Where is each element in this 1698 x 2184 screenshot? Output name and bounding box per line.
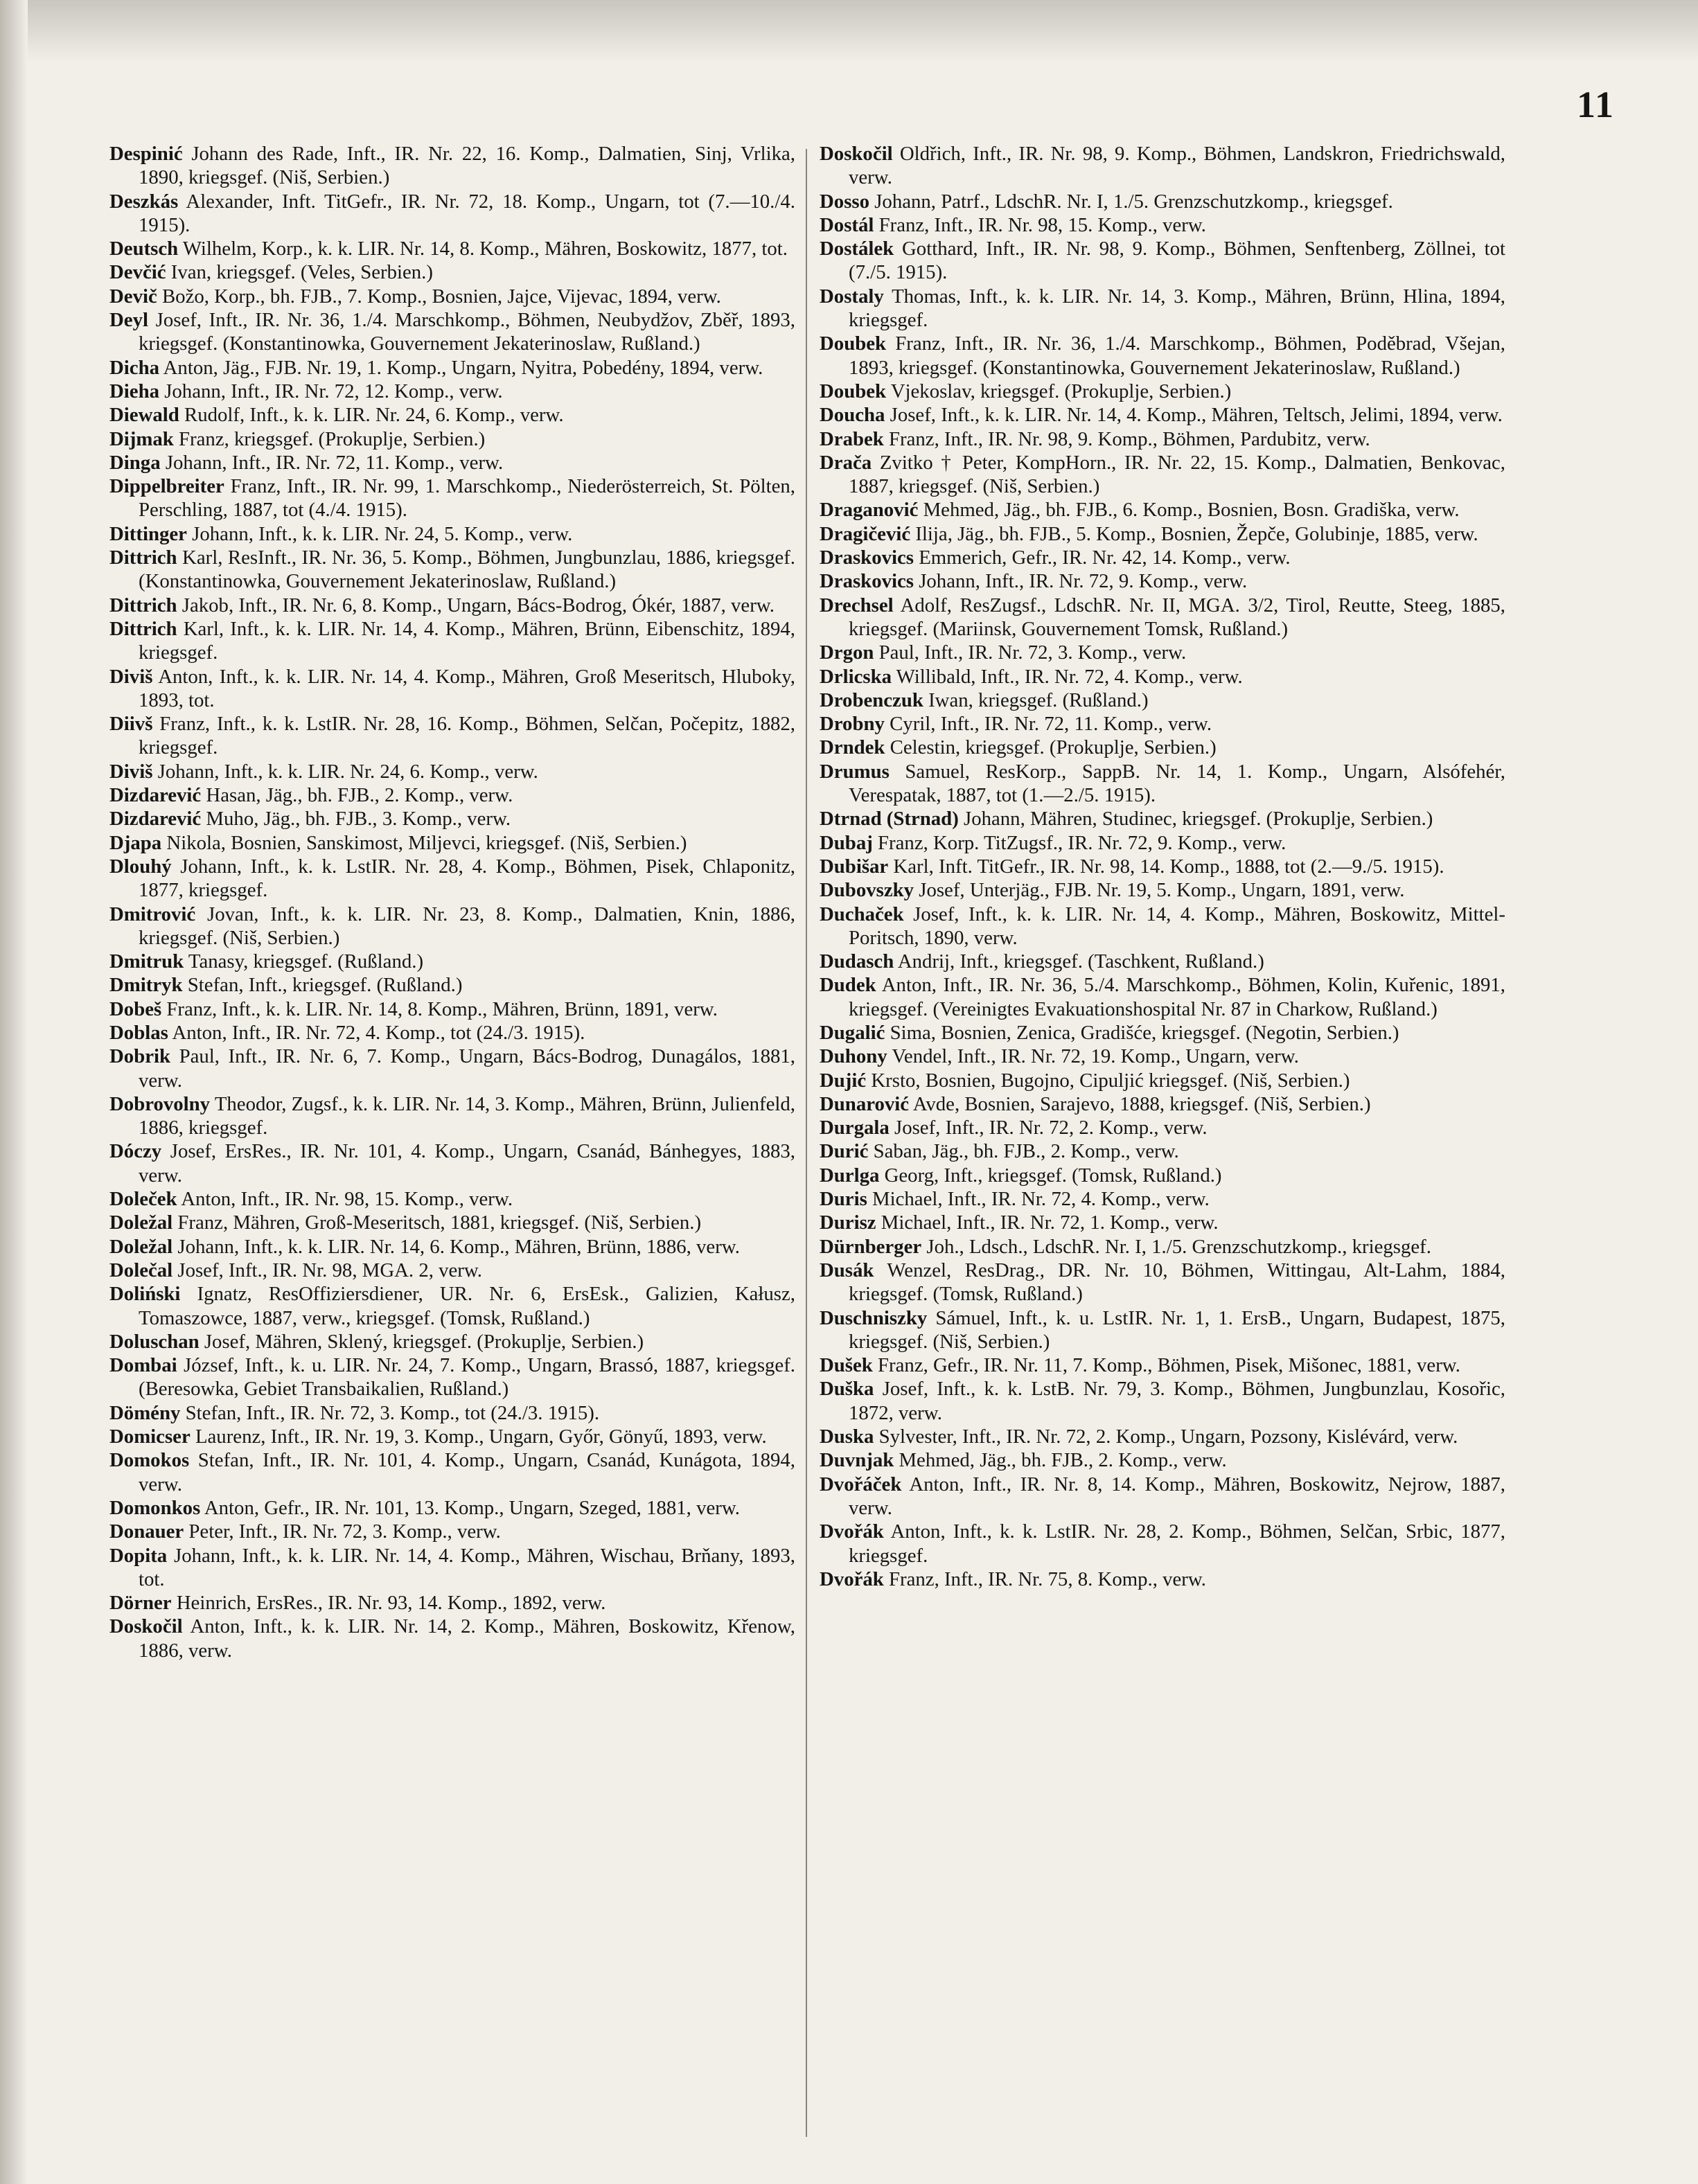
entry-details: Mehmed, Jäg., bh. FJB., 6. Komp., Bosnien, Bosn. Gradiška, verw. xyxy=(923,499,1460,522)
entry-surname: Doskočil xyxy=(820,143,893,165)
entry-details: Paul, Inft., IR. Nr. 72, 3. Komp., verw. xyxy=(878,641,1187,664)
column-divider xyxy=(806,149,807,2137)
entry-surname: Dittinger xyxy=(109,522,187,545)
entry-details: Josef, Inft., IR. Nr. 36, 1./4. Marschkomp., Böhmen, Neubydžov, Zběř, 1893, kriegsgef. (Konstantinowka, Gouvernement Jekaterinoslaw, Rußland.) xyxy=(139,309,796,355)
entry-details: Tanasy, kriegsgef. (Rußland.) xyxy=(188,950,424,973)
entry-details: Josef, Inft., IR. Nr. 98, MGA. 2, verw. xyxy=(177,1259,483,1281)
entry-surname: Dubovszky xyxy=(820,879,914,902)
entry-surname: Drndek xyxy=(820,736,885,759)
entry-details: Georg, Inft., kriegsgef. (Tomsk, Rußland.) xyxy=(884,1164,1222,1187)
list-item xyxy=(820,190,1505,213)
list-item xyxy=(820,1116,1505,1139)
list-item xyxy=(820,1473,1505,1520)
entry-surname: Dvořáček xyxy=(820,1473,902,1495)
list-item xyxy=(109,1496,795,1520)
list-item xyxy=(820,1259,1505,1306)
list-item xyxy=(820,1568,1505,1591)
entry-details: Anton, Gefr., IR. Nr. 101, 13. Komp., Ungarn, Szeged, 1881, verw. xyxy=(204,1496,740,1519)
entry-surname: Drabek xyxy=(820,427,884,450)
entry-details: Franz, Inft., k. k. LIR. Nr. 14, 8. Komp., Mähren, Brünn, 1891, verw. xyxy=(166,997,718,1020)
entry-details: Peter, Inft., IR. Nr. 72, 3. Komp., verw. xyxy=(188,1520,501,1543)
entry-details: Muho, Jäg., bh. FJB., 3. Komp., verw. xyxy=(206,808,511,831)
list-item xyxy=(820,237,1505,285)
entry-details: Michael, Inft., IR. Nr. 72, 4. Komp., verw. xyxy=(872,1188,1210,1211)
entry-surname: Drumus xyxy=(820,760,890,783)
list-item xyxy=(109,997,795,1021)
entry-surname: Drača xyxy=(820,451,872,474)
entry-details: Stefan, Inft., IR. Nr. 101, 4. Komp., Ungarn, Csanád, Kunágota, 1894, verw. xyxy=(139,1449,796,1495)
entry-details: Vjekoslav, kriegsgef. (Prokuplje, Serbien.) xyxy=(890,380,1232,402)
entry-details: Josef, Inft., IR. Nr. 72, 2. Komp., verw. xyxy=(894,1117,1208,1139)
list-item xyxy=(109,451,795,474)
entry-surname: Doskočil xyxy=(109,1615,183,1638)
entry-surname: Drechsel xyxy=(820,594,894,616)
list-item xyxy=(109,1211,795,1234)
scan-shadow-top xyxy=(0,0,1698,62)
list-item xyxy=(820,1187,1505,1211)
entry-surname: Djapa xyxy=(109,831,162,854)
entry-details: Oldřich, Inft., IR. Nr. 98, 9. Komp., Böhmen, Landskron, Friedrichswald, verw. xyxy=(849,143,1505,189)
list-item xyxy=(820,1235,1505,1259)
list-item xyxy=(820,878,1505,902)
entry-surname: Drlicska xyxy=(820,665,892,688)
entry-surname: Dragičević xyxy=(820,522,911,545)
list-item xyxy=(820,903,1505,950)
entry-details: Sylvester, Inft., IR. Nr. 72, 2. Komp., Ungarn, Pozsony, Kislévárd, verw. xyxy=(878,1426,1458,1448)
list-item xyxy=(820,1448,1505,1472)
entry-details: Anton, Inft., k. k. LIR. Nr. 14, 2. Komp., Mähren, Boskowitz, Křenow, 1886, verw. xyxy=(139,1615,795,1662)
entry-surname: Doleček xyxy=(109,1188,177,1211)
entry-details: Anton, Inft., IR. Nr. 72, 4. Komp., tot (24./3. 1915). xyxy=(172,1021,585,1044)
entry-surname: Dvořák xyxy=(820,1568,884,1590)
list-item xyxy=(109,308,795,356)
entry-details: Josef, ErsRes., IR. Nr. 101, 4. Komp., Ungarn, Csanád, Bánhegyes, 1883, verw. xyxy=(139,1140,796,1187)
list-item xyxy=(109,1092,795,1140)
entry-details: Stefan, Inft., IR. Nr. 72, 3. Komp., tot (24./3. 1915). xyxy=(185,1401,600,1424)
list-item xyxy=(820,142,1505,190)
entry-surname: Dinga xyxy=(109,451,161,474)
entry-details: Adolf, ResZugsf., LdschR. Nr. II, MGA. 3/2, Tirol, Reutte, Steeg, 1885, kriegsgef. (Mariinsk, Gouvernement Tomsk, Rußland.) xyxy=(849,594,1505,640)
left-column xyxy=(109,142,795,1662)
entry-surname: Durgala xyxy=(820,1117,890,1139)
entry-details: Josef, Inft., k. k. LstB. Nr. 79, 3. Komp., Böhmen, Jungbunzlau, Kosořic, 1872, verw. xyxy=(849,1378,1506,1424)
entry-details: Franz, Inft., k. k. LstIR. Nr. 28, 16. Komp., Böhmen, Selčan, Počepitz, 1882, kriegsgef. xyxy=(139,713,795,759)
entry-details: Johann, Inft., k. k. LstIR. Nr. 28, 4. Komp., Böhmen, Pisek, Chlaponitz, 1877, kriegsgef. xyxy=(139,855,795,902)
list-item xyxy=(109,665,795,713)
entry-details: Johann, Inft., k. k. LIR. Nr. 24, 5. Komp., verw. xyxy=(192,522,573,545)
scan-shadow-left xyxy=(0,0,28,2184)
list-item xyxy=(109,807,795,831)
entry-details: Hasan, Jäg., bh. FJB., 2. Komp., verw. xyxy=(206,784,513,807)
entry-surname: Dostálek xyxy=(820,238,894,260)
entry-surname: Duhony xyxy=(820,1045,887,1068)
entry-surname: Diviš xyxy=(109,665,153,688)
list-item xyxy=(820,831,1505,855)
entry-details: Karl, ResInft., IR. Nr. 36, 5. Komp., Böhmen, Jungbunzlau, 1886, kriegsgef. (Konstantinowka, Gouvernement Jekaterinoslaw, Rußland.) xyxy=(139,547,796,593)
entry-details: Alexander, Inft. TitGefr., IR. Nr. 72, 18. Komp., Ungarn, tot (7.—10./4. 1915). xyxy=(139,190,795,236)
entry-details: Stefan, Inft., kriegsgef. (Rußland.) xyxy=(187,974,463,997)
entry-surname: Devič xyxy=(109,285,157,308)
entry-details: Nikola, Bosnien, Sanskimost, Miljevci, kriegsgef. (Niš, Serbien.) xyxy=(166,831,687,854)
entry-surname: Dugalić xyxy=(820,1021,885,1044)
entry-details: Johann, Inft., IR. Nr. 72, 9. Komp., verw. xyxy=(919,570,1248,593)
entry-surname: Diivš xyxy=(109,713,153,736)
entry-details: Joh., Ldsch., LdschR. Nr. I, 1./5. Grenzschutzkomp., kriegsgef. xyxy=(926,1235,1431,1258)
right-column xyxy=(820,142,1505,1591)
entry-surname: Deszkás xyxy=(109,190,179,213)
list-item xyxy=(820,332,1505,380)
list-item xyxy=(109,356,795,380)
list-item xyxy=(820,641,1505,664)
entry-surname: Diewald xyxy=(109,404,179,427)
list-item xyxy=(820,855,1505,878)
list-item xyxy=(109,427,795,451)
list-item xyxy=(109,1520,795,1543)
entry-surname: Doubek xyxy=(820,332,887,355)
list-item xyxy=(109,237,795,260)
list-item xyxy=(820,950,1505,973)
entry-details: Krsto, Bosnien, Bugojno, Cipuljić kriegsgef. (Niš, Serbien.) xyxy=(871,1069,1350,1092)
list-item xyxy=(820,1353,1505,1377)
list-item xyxy=(820,712,1505,736)
list-item xyxy=(109,1259,795,1282)
entry-details: Johann des Rade, Inft., IR. Nr. 22, 16. Komp., Dalmatien, Sinj, Vrlika, 1890, kriegsgef. (Niš, Serbien.) xyxy=(139,143,795,189)
entry-surname: Dóczy xyxy=(109,1140,162,1163)
entry-surname: Dostál xyxy=(820,213,874,236)
list-item xyxy=(109,712,795,760)
list-item xyxy=(109,1591,795,1615)
entry-surname: Domonkos xyxy=(109,1496,201,1519)
entry-details: Thomas, Inft., k. k. LIR. Nr. 14, 3. Komp., Mähren, Brünn, Hlina, 1894, kriegsgef. xyxy=(849,285,1505,332)
entry-details: Samuel, ResKorp., SappB. Nr. 14, 1. Komp., Ungarn, Alsófehér, Verespatak, 1887, tot (1.—2./5. 1915). xyxy=(849,760,1505,807)
list-item xyxy=(820,380,1505,403)
list-item xyxy=(109,1425,795,1448)
list-item xyxy=(109,546,795,594)
entry-details: Sima, Bosnien, Zenica, Gradišće, kriegsgef. (Negotin, Serbien.) xyxy=(890,1021,1399,1044)
entry-details: Anton, Inft., k. k. LIR. Nr. 14, 4. Komp., Mähren, Groß Meseritsch, Hluboky, 1893, tot. xyxy=(139,665,795,711)
entry-details: Mehmed, Jäg., bh. FJB., 2. Komp., verw. xyxy=(899,1449,1227,1472)
entry-surname: Doblas xyxy=(109,1021,168,1044)
entry-details: Theodor, Zugsf., k. k. LIR. Nr. 14, 3. Komp., Mähren, Brünn, Julienfeld, 1886, kriegsgef. xyxy=(139,1092,795,1139)
entry-details: Wilhelm, Korp., k. k. LIR. Nr. 14, 8. Komp., Mähren, Boskowitz, 1877, tot. xyxy=(182,238,788,260)
entry-surname: Dvořák xyxy=(820,1520,884,1543)
entry-details: Johann, Inft., k. k. LIR. Nr. 14, 6. Komp., Mähren, Brünn, 1886, verw. xyxy=(177,1235,740,1258)
entry-details: Rudolf, Inft., k. k. LIR. Nr. 24, 6. Komp., verw. xyxy=(184,404,564,427)
entry-surname: Duris xyxy=(820,1188,867,1211)
entry-surname: Dtrnad (Strnad) xyxy=(820,808,959,831)
entry-surname: Dobeš xyxy=(109,997,162,1020)
entry-surname: Dubaj xyxy=(820,831,873,854)
list-item xyxy=(109,1282,795,1330)
entry-surname: Domokos xyxy=(109,1449,190,1472)
entry-details: Iwan, kriegsgef. (Rußland.) xyxy=(928,689,1149,711)
entry-surname: Dopita xyxy=(109,1544,168,1567)
list-item xyxy=(109,1235,795,1259)
entry-surname: Dombai xyxy=(109,1354,177,1377)
list-item xyxy=(820,1164,1505,1187)
entry-surname: Dmitrović xyxy=(109,903,196,925)
entry-surname: Dittrich xyxy=(109,617,177,640)
entry-details: Andrij, Inft., kriegsgef. (Taschkent, Rußland.) xyxy=(897,950,1264,973)
entry-surname: Durisz xyxy=(820,1211,876,1234)
entry-details: Franz, Gefr., IR. Nr. 11, 7. Komp., Böhmen, Pisek, Mišonec, 1881, verw. xyxy=(878,1354,1460,1377)
entry-surname: Dudasch xyxy=(820,950,894,973)
entry-surname: Dieha xyxy=(109,380,159,402)
entry-surname: Dmitryk xyxy=(109,974,183,997)
entry-details: Willibald, Inft., IR. Nr. 72, 4. Komp., verw. xyxy=(896,665,1243,688)
entry-details: Cyril, Inft., IR. Nr. 72, 11. Komp., verw. xyxy=(890,713,1212,736)
entry-details: Ivan, kriegsgef. (Veles, Serbien.) xyxy=(170,261,433,284)
list-item xyxy=(109,474,795,522)
entry-details: Celestin, kriegsgef. (Prokuplje, Serbien.) xyxy=(890,736,1217,759)
entry-surname: Despinić xyxy=(109,143,183,165)
list-item xyxy=(109,380,795,403)
entry-surname: Draskovics xyxy=(820,547,914,569)
list-item xyxy=(109,760,795,783)
entry-details: Josef, Inft., k. k. LIR. Nr. 14, 4. Komp., Mähren, Boskowitz, Mittel-Poritsch, 1890, verw. xyxy=(849,903,1505,949)
entry-details: Anton, Inft., IR. Nr. 36, 5./4. Marschkomp., Böhmen, Kolin, Kuřenic, 1891, kriegsgef. (Vereinigtes Evakuationshospital Nr. 87 in Charkow, Rußland.) xyxy=(849,974,1505,1020)
list-item xyxy=(109,1330,795,1353)
list-item xyxy=(820,736,1505,759)
entry-surname: Doucha xyxy=(820,404,885,427)
entry-surname: Devčić xyxy=(109,261,166,284)
entry-surname: Dujić xyxy=(820,1069,867,1092)
entry-surname: Durlga xyxy=(820,1164,880,1187)
entry-details: Vendel, Inft., IR. Nr. 72, 19. Komp., Ungarn, verw. xyxy=(892,1045,1299,1068)
list-item xyxy=(820,403,1505,427)
entry-details: Božo, Korp., bh. FJB., 7. Komp., Bosnien, Jajce, Vijevac, 1894, verw. xyxy=(161,285,721,308)
list-item xyxy=(109,1544,795,1592)
list-item xyxy=(820,1425,1505,1448)
entry-surname: Domicser xyxy=(109,1426,191,1448)
entry-surname: Deutsch xyxy=(109,238,179,260)
entry-surname: Dmitruk xyxy=(109,950,184,973)
entry-surname: Dudek xyxy=(820,974,876,997)
entry-surname: Dostaly xyxy=(820,285,884,308)
list-item xyxy=(820,546,1505,569)
entry-surname: Dippelbreiter xyxy=(109,475,224,498)
entry-details: Paul, Inft., IR. Nr. 6, 7. Komp., Ungarn, Bács-Bodrog, Dunagálos, 1881, verw. xyxy=(139,1045,795,1092)
entry-surname: Dittrich xyxy=(109,547,177,569)
entry-details: Emmerich, Gefr., IR. Nr. 42, 14. Komp., verw. xyxy=(919,547,1291,569)
list-item xyxy=(820,1211,1505,1234)
list-item xyxy=(820,1069,1505,1092)
entry-details: Franz, Inft., IR. Nr. 98, 9. Komp., Böhmen, Pardubitz, verw. xyxy=(889,427,1370,450)
entry-surname: Doliński xyxy=(109,1283,181,1306)
list-item xyxy=(109,1615,795,1662)
entry-surname: Dijmak xyxy=(109,427,174,450)
list-item xyxy=(109,855,795,903)
entry-surname: Doležal xyxy=(109,1235,173,1258)
list-item xyxy=(820,1092,1505,1116)
entry-details: Karl, Inft. TitGefr., IR. Nr. 98, 14. Komp., 1888, tot (2.—9./5. 1915). xyxy=(893,855,1444,878)
entry-surname: Dubišar xyxy=(820,855,889,878)
entry-surname: Duška xyxy=(820,1378,874,1401)
entry-details: Laurenz, Inft., IR. Nr. 19, 3. Komp., Ungarn, Győr, Gönyű, 1893, verw. xyxy=(195,1426,767,1448)
entry-surname: Dlouhý xyxy=(109,855,172,878)
entry-surname: Dolečal xyxy=(109,1259,173,1281)
entry-details: Franz, Mähren, Groß-Meseritsch, 1881, kriegsgef. (Niš, Serbien.) xyxy=(177,1211,702,1234)
entry-surname: Dizdarević xyxy=(109,808,202,831)
entry-surname: Duska xyxy=(820,1426,874,1448)
list-item xyxy=(109,1021,795,1045)
list-item xyxy=(109,1353,795,1401)
entry-details: Gotthard, Inft., IR. Nr. 98, 9. Komp., Böhmen, Senftenberg, Zöllnei, tot (7./5. 1915). xyxy=(849,238,1505,284)
entry-details: József, Inft., k. u. LIR. Nr. 24, 7. Komp., Ungarn, Brassó, 1887, kriegsgef. (Beresowka, Gebiet Transbaikalien, Rußland.) xyxy=(139,1354,795,1401)
list-item xyxy=(820,1139,1505,1163)
list-item xyxy=(820,1520,1505,1568)
entry-surname: Dürnberger xyxy=(820,1235,922,1258)
entry-surname: Drobny xyxy=(820,713,885,736)
list-item xyxy=(109,973,795,997)
list-item xyxy=(109,903,795,950)
entry-surname: Dunarović xyxy=(820,1092,910,1115)
list-item xyxy=(820,285,1505,332)
entry-details: Franz, kriegsgef. (Prokuplje, Serbien.) xyxy=(179,427,486,450)
entry-details: Johann, Inft., k. k. LIR. Nr. 14, 4. Komp., Mähren, Wischau, Brňany, 1893, tot. xyxy=(139,1544,795,1590)
list-item xyxy=(109,260,795,284)
list-item xyxy=(109,594,795,617)
list-item xyxy=(820,665,1505,689)
entry-details: Jovan, Inft., k. k. LIR. Nr. 23, 8. Komp., Dalmatien, Knin, 1886, kriegsgef. (Niš, Serbien.) xyxy=(139,903,795,949)
entry-surname: Drgon xyxy=(820,641,874,664)
entry-details: Ignatz, ResOffiziersdiener, UR. Nr. 6, ErsEsk., Galizien, Kałusz, Tomaszowce, 1887, verw., kriegsgef. (Tomsk, Rußland.) xyxy=(139,1283,795,1329)
entry-details: Wenzel, ResDrag., DR. Nr. 10, Böhmen, Wittingau, Alt-Lahm, 1884, kriegsgef. (Tomsk, Rußland.) xyxy=(849,1259,1505,1306)
entry-details: Zvitko † Peter, KompHorn., IR. Nr. 22, 15. Komp., Dalmatien, Benkovac, 1887, kriegsgef. (Niš, Serbien.) xyxy=(849,451,1505,498)
entry-details: Franz, Inft., IR. Nr. 98, 15. Komp., verw. xyxy=(878,213,1206,236)
entry-details: Sámuel, Inft., k. u. LstIR. Nr. 1, 1. ErsB., Ungarn, Budapest, 1875, kriegsgef. (Niš, Serbien.) xyxy=(849,1306,1505,1353)
entry-surname: Dörner xyxy=(109,1592,172,1615)
list-item xyxy=(109,1139,795,1187)
entry-surname: Dicha xyxy=(109,356,159,379)
list-item xyxy=(820,807,1505,831)
entry-details: Franz, Inft., IR. Nr. 36, 1./4. Marschkomp., Böhmen, Poděbrad, Všejan, 1893, kriegsgef. (Konstantinowka, Gouvernement Jekaterinoslaw, Rußland.) xyxy=(849,332,1505,379)
entry-details: Anton, Inft., IR. Nr. 8, 14. Komp., Mähren, Boskowitz, Nejrow, 1887, verw. xyxy=(849,1473,1505,1519)
list-item xyxy=(109,142,795,190)
entry-details: Josef, Inft., k. k. LIR. Nr. 14, 4. Komp., Mähren, Teltsch, Jelimi, 1894, verw. xyxy=(890,404,1503,427)
entry-surname: Duvnjak xyxy=(820,1449,894,1472)
entry-details: Franz, Korp. TitZugsf., IR. Nr. 72, 9. Komp., verw. xyxy=(878,831,1286,854)
entry-details: Karl, Inft., k. k. LIR. Nr. 14, 4. Komp., Mähren, Brünn, Eibenschitz, 1894, kriegsgef. xyxy=(139,617,796,664)
entry-surname: Dittrich xyxy=(109,594,177,616)
entry-surname: Dosso xyxy=(820,190,870,213)
entry-surname: Duschniszky xyxy=(820,1306,928,1329)
entry-surname: Duchaček xyxy=(820,903,904,925)
entry-details: Johann, Patrf., LdschR. Nr. I, 1./5. Grenzschutzkomp., kriegsgef. xyxy=(874,190,1393,213)
list-item xyxy=(820,1021,1505,1045)
entry-surname: Donauer xyxy=(109,1520,184,1543)
entry-surname: Dušek xyxy=(820,1354,873,1377)
entry-details: Anton, Inft., IR. Nr. 98, 15. Komp., verw. xyxy=(181,1188,513,1211)
entry-surname: Doležal xyxy=(109,1211,173,1234)
list-item xyxy=(820,1306,1505,1354)
entry-details: Anton, Jäg., FJB. Nr. 19, 1. Komp., Ungarn, Nyitra, Pobedény, 1894, verw. xyxy=(163,356,763,379)
entry-details: Michael, Inft., IR. Nr. 72, 1. Komp., verw. xyxy=(881,1211,1219,1234)
list-item xyxy=(109,617,795,665)
list-item xyxy=(820,1045,1505,1068)
entry-surname: Dizdarević xyxy=(109,784,202,807)
entry-details: Heinrich, ErsRes., IR. Nr. 93, 14. Komp., 1892, verw. xyxy=(176,1592,606,1615)
entry-surname: Dömény xyxy=(109,1401,181,1424)
entry-details: Saban, Jäg., bh. FJB., 2. Komp., verw. xyxy=(873,1140,1179,1163)
entry-details: Ilija, Jäg., bh. FJB., 5. Komp., Bosnien, Žepče, Golubinje, 1885, verw. xyxy=(915,522,1478,545)
entry-surname: Drobenczuk xyxy=(820,689,923,711)
list-item xyxy=(820,689,1505,712)
entry-surname: Dobrovolny xyxy=(109,1092,211,1115)
entry-surname: Draskovics xyxy=(820,570,914,593)
entry-surname: Diviš xyxy=(109,760,153,783)
list-item xyxy=(109,950,795,973)
entry-surname: Doubek xyxy=(820,380,887,402)
list-item xyxy=(109,1187,795,1211)
list-item xyxy=(109,1448,795,1496)
list-item xyxy=(820,213,1505,237)
list-item xyxy=(820,973,1505,1021)
entry-details: Josef, Unterjäg., FJB. Nr. 19, 5. Komp., Ungarn, 1891, verw. xyxy=(919,879,1405,902)
list-item xyxy=(820,569,1505,593)
page-number: 11 xyxy=(1576,84,1615,125)
entry-details: Franz, Inft., IR. Nr. 75, 8. Komp., verw. xyxy=(889,1568,1207,1590)
entry-details: Franz, Inft., IR. Nr. 99, 1. Marschkomp., Niederösterreich, St. Pölten, Perschling, 1887, tot (4./4. 1915). xyxy=(139,475,795,522)
entry-surname: Dobrik xyxy=(109,1045,171,1068)
entry-details: Josef, Mähren, Sklený, kriegsgef. (Prokuplje, Serbien.) xyxy=(204,1330,644,1353)
list-item xyxy=(820,498,1505,522)
entry-surname: Durić xyxy=(820,1140,869,1163)
list-item xyxy=(820,522,1505,546)
list-item xyxy=(109,831,795,855)
entry-details: Johann, Inft., IR. Nr. 72, 12. Komp., verw. xyxy=(164,380,503,402)
list-item xyxy=(820,760,1505,808)
list-item xyxy=(820,1377,1505,1425)
list-item xyxy=(109,403,795,427)
list-item xyxy=(820,594,1505,641)
list-item xyxy=(820,451,1505,499)
list-item xyxy=(109,1401,795,1425)
entry-details: Johann, Mähren, Studinec, kriegsgef. (Prokuplje, Serbien.) xyxy=(964,808,1433,831)
list-item xyxy=(109,285,795,308)
entry-details: Johann, Inft., IR. Nr. 72, 11. Komp., verw. xyxy=(165,451,504,474)
entry-details: Anton, Inft., k. k. LstIR. Nr. 28, 2. Komp., Böhmen, Selčan, Srbic, 1877, kriegsgef. xyxy=(849,1520,1505,1567)
entry-surname: Deyl xyxy=(109,309,148,332)
entry-details: Jakob, Inft., IR. Nr. 6, 8. Komp., Ungarn, Bács-Bodrog, Ókér, 1887, verw. xyxy=(182,594,775,616)
list-item xyxy=(109,1045,795,1092)
entry-surname: Doluschan xyxy=(109,1330,200,1353)
entry-surname: Dusák xyxy=(820,1259,874,1281)
entry-details: Johann, Inft., k. k. LIR. Nr. 24, 6. Komp., verw. xyxy=(157,760,538,783)
list-item xyxy=(820,427,1505,451)
entry-details: Avde, Bosnien, Sarajevo, 1888, kriegsgef. (Niš, Serbien.) xyxy=(912,1092,1371,1115)
list-item xyxy=(109,190,795,238)
entry-surname: Draganović xyxy=(820,499,919,522)
list-item xyxy=(109,783,795,807)
list-item xyxy=(109,522,795,546)
